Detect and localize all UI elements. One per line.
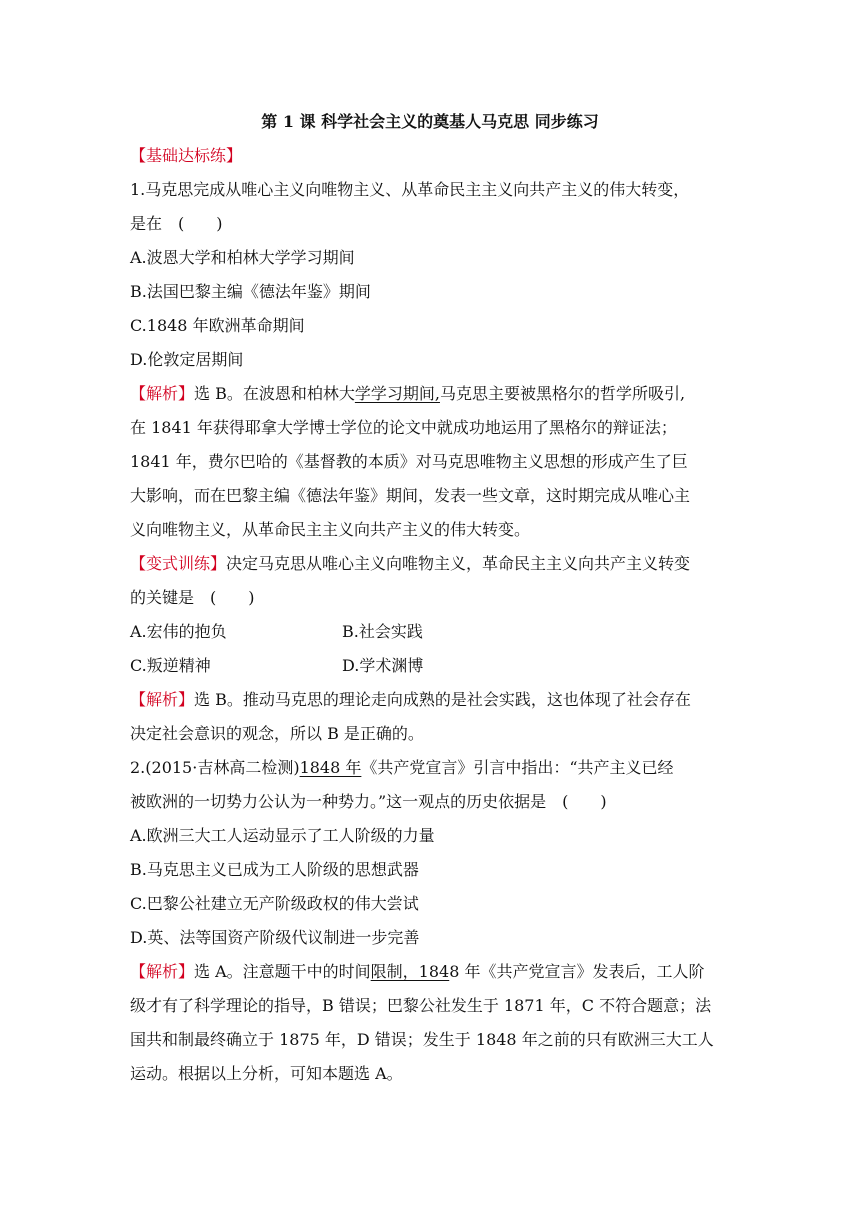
q2-option-d: D.英、法等国资产阶级代议制进一步完善: [130, 928, 420, 947]
variant-option-c: C.叛逆精神: [130, 656, 211, 675]
q1-answer-line-2: 在 1841 年获得耶拿大学博士学位的论文中就成功地运用了黑格尔的辩证法；: [130, 418, 677, 437]
q2-stem-line-1: 2.(2015·吉林高二检测)1848 年《共产党宣言》引言中指出：“共产主义已经: [130, 758, 674, 777]
q2-option-b: B.马克思主义已成为工人阶级的思想武器: [130, 860, 419, 879]
q1-option-c: C.1848 年欧洲革命期间: [130, 316, 305, 335]
q2-answer-line-1: 【解析】选 A。注意题干中的时间限制，1848 年《共产党宣言》发表后，工人阶: [130, 962, 705, 981]
q2-answer-line-4: 运动。根据以上分析，可知本题选 A。: [130, 1064, 403, 1083]
variant-stem-line-1: 【变式训练】决定马克思从唯心主义向唯物主义，革命民主主义向共产主义转变: [130, 554, 691, 573]
answer-tag: 【解析】: [130, 384, 195, 403]
variant-options-row-2: [130, 655, 730, 677]
q2-answer-line-3: 国共和制最终确立于 1875 年，D 错误；发生于 1848 年之前的只有欧洲三大工人: [130, 1030, 714, 1049]
variant-option-d: D.学术渊博: [342, 656, 424, 675]
q1-answer-line-3: 1841 年，费尔巴哈的《基督教的本质》对马克思唯物主义思想的形成产生了巨: [130, 452, 688, 471]
q2-option-c: C.巴黎公社建立无产阶级政权的伟大尝试: [130, 894, 419, 913]
q2-option-a: A.欧洲三大工人运动显示了工人阶级的力量: [130, 826, 435, 845]
variant-tag: 【变式训练】: [130, 554, 227, 573]
section-heading: 【基础达标练】: [130, 146, 243, 165]
page-title: 第 1 课 科学社会主义的奠基人马克思 同步练习: [261, 112, 599, 131]
q1-stem-line-2: 是在 ( ): [130, 214, 223, 233]
q1-stem-line-1: 1.马克思完成从唯心主义向唯物主义、从革命民主主义向共产主义的伟大转变，: [130, 180, 690, 199]
q1-option-a: A.波恩大学和柏林大学学习期间: [130, 248, 355, 267]
variant-answer-line-1: 【解析】选 B。推动马克思的理论走向成熟的是社会实践，这也体现了社会存在: [130, 690, 691, 709]
q1-option-b: B.法国巴黎主编《德法年鉴》期间: [130, 282, 371, 301]
q1-answer-line-5: 义向唯物主义，从革命民主主义向共产主义的伟大转变。: [130, 520, 531, 539]
answer-tag: 【解析】: [130, 962, 195, 981]
q1-option-d: D.伦敦定居期间: [130, 350, 244, 369]
variant-stem-line-2: 的关键是 ( ): [130, 588, 255, 607]
variant-option-b: B.社会实践: [342, 622, 423, 641]
q1-answer-line-1: 【解析】选 B。在波恩和柏林大学学习期间,马克思主要被黑格尔的哲学所吸引,: [130, 384, 686, 403]
variant-options-row-1: [130, 621, 730, 643]
q2-stem-line-2: 被欧洲的一切势力公认为一种势力。”这一观点的历史依据是 ( ): [130, 792, 607, 811]
answer-tag: 【解析】: [130, 690, 195, 709]
variant-answer-line-2: 决定社会意识的观念，所以 B 是正确的。: [130, 724, 424, 743]
q1-answer-line-4: 大影响，而在巴黎主编《德法年鉴》期间，发表一些文章，这时期完成从唯心主: [130, 486, 691, 505]
q2-answer-line-2: 级才有了科学理论的指导，B 错误；巴黎公社发生于 1871 年，C 不符合题意；法: [130, 996, 712, 1015]
variant-option-a: A.宏伟的抱负: [130, 622, 227, 641]
